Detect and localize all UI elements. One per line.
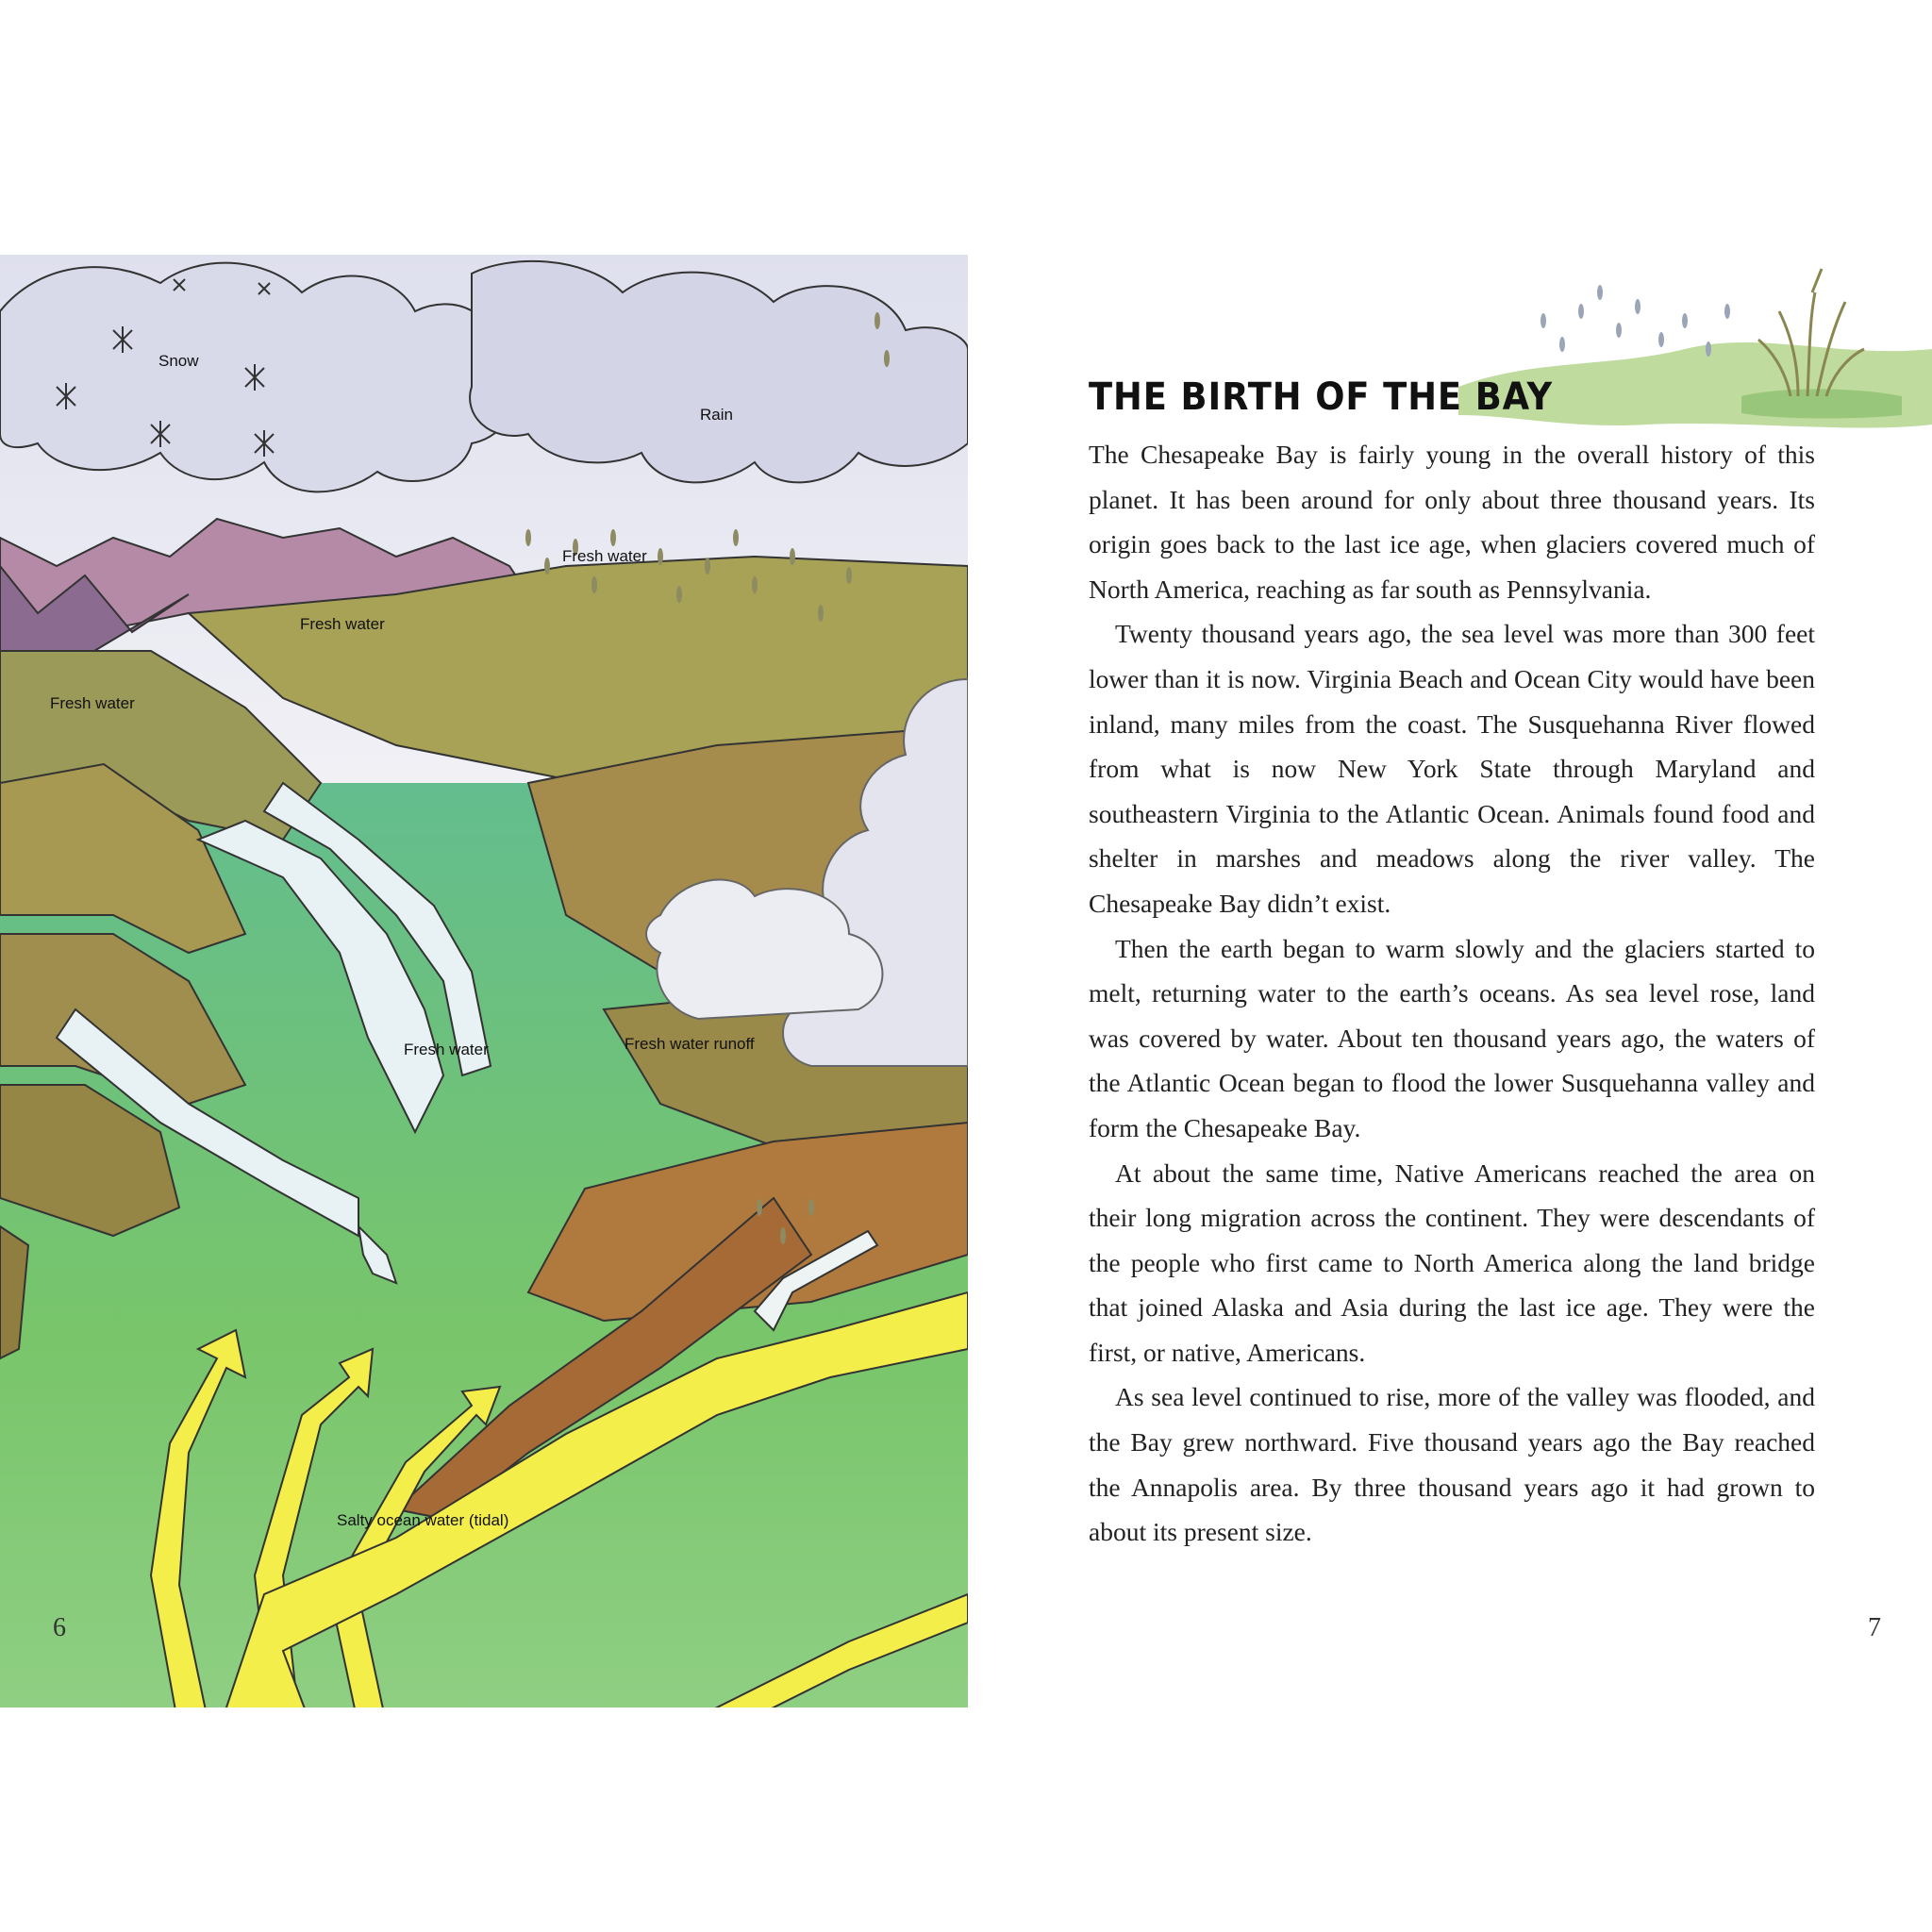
paragraph-4: At about the same time, Native Americans reached the area on their long migration across the continent. They were descendants of the people who first came to North America along the land bridge that joined Alaska and Asia during the last ice age. They were the first, or native, Americans. bbox=[1089, 1158, 1815, 1367]
paragraph-2: Twenty thousand years ago, the sea level was more than 300 feet lower than it is now. Virginia Beach and Ocean City would have been inland, many miles from the coast. The Susquehanna River flowed from what is now New York State through Maryland and southeastern Virginia to the Atlantic Ocean. Animals found food and shelter in marshes and meadows along the river valley. The Chesapeake Bay didn’t exist. bbox=[1089, 619, 1815, 918]
label-fresh-water-middle: Fresh water bbox=[300, 615, 385, 633]
label-fresh-water-left: Fresh water bbox=[50, 694, 135, 712]
label-fresh-water-top: Fresh water bbox=[562, 547, 647, 565]
label-fresh-water-runoff: Fresh water runoff bbox=[625, 1035, 755, 1053]
paragraph-5: As sea level continued to rise, more of the valley was flooded, and the Bay grew northward. Five thousand years ago the Bay reached the Annapolis area. By three thousand years ago it had grown to about its present size. bbox=[1089, 1382, 1815, 1547]
chapter-heading: THE BIRTH OF THE BAY bbox=[1089, 375, 1554, 419]
bay-illustration bbox=[0, 255, 968, 1707]
label-salty-ocean-water: Salty ocean water (tidal) bbox=[337, 1511, 509, 1529]
page-number-right: 7 bbox=[1868, 1613, 1881, 1642]
paragraph-3: Then the earth began to warm slowly and the glaciers started to melt, returning water to the earth’s oceans. As sea level rose, land was covered by water. About ten thousand years ago, the waters of the Atlantic Ocean began to flood the lower Susquehanna valley and form the Chesapeake Bay. bbox=[1089, 933, 1815, 1142]
left-page bbox=[0, 255, 968, 1707]
paragraph-1: The Chesapeake Bay is fairly young in the overall history of this planet. It has been around for only about three thousand years. Its origin goes back to the last ice age, when glaciers covered much of North America, reaching as far south as Pennsylvania. bbox=[1089, 440, 1815, 604]
page-number-left: 6 bbox=[53, 1613, 66, 1642]
book-spread bbox=[0, 255, 1932, 1707]
label-snow: Snow bbox=[158, 352, 199, 370]
body-text bbox=[1089, 432, 1815, 1555]
right-page bbox=[968, 255, 1932, 1707]
label-rain: Rain bbox=[700, 406, 733, 424]
label-fresh-water-bay: Fresh water bbox=[404, 1041, 489, 1058]
